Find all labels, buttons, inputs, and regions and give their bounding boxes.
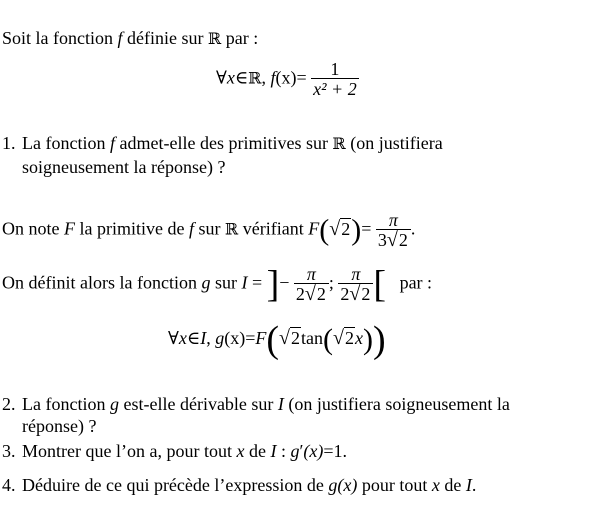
question-2 (2, 393, 510, 415)
sqrt-arg: 2 (341, 218, 351, 239)
question-text: (on justifiera (345, 133, 443, 153)
definition-f (216, 60, 359, 99)
bracket-close: [ (373, 263, 387, 306)
minus: − (279, 272, 290, 293)
question-text: admet-elle des primitives sur (115, 133, 333, 153)
symbol-I: I (465, 475, 472, 495)
fraction-numerator: π (351, 264, 361, 284)
note-text: vérifiant (238, 218, 309, 239)
def-text: On définit alors la fonction (2, 272, 202, 293)
intro-text: Soit la fonction (2, 28, 118, 48)
question-3 (2, 440, 347, 462)
equals: =1. (323, 441, 348, 461)
coef: 2 (295, 284, 305, 304)
fraction-denominator: 3√2 (376, 229, 411, 250)
symbol-reals: ℝ (224, 219, 239, 239)
definition-g (168, 318, 386, 361)
symbol-g: g (201, 272, 211, 293)
symbol-reals: ℝ (208, 29, 222, 48)
definition-g-intro (2, 265, 432, 304)
argument: (x) (337, 475, 358, 495)
question-text: pour tout (357, 475, 432, 495)
paren-open: ( (322, 322, 333, 356)
question-text: (on justifiera soigneusement la (283, 394, 510, 414)
in-symbol: ∈ (234, 67, 249, 88)
argument: (x)= (275, 67, 307, 88)
symbol-f: f (188, 218, 194, 239)
fraction-numerator: 1 (330, 59, 340, 79)
symbol-f: f (109, 133, 115, 153)
intro-text: par : (221, 28, 259, 48)
note-text: On note (2, 218, 64, 239)
symbol-F: F (255, 328, 267, 348)
symbol-reals: ℝ (248, 68, 262, 88)
fraction (294, 265, 329, 304)
forall-symbol: ∀ (168, 328, 179, 348)
equals: = (247, 272, 267, 293)
coef: 3 (377, 230, 387, 250)
intro-text: définie sur (122, 28, 208, 48)
question-text: : (276, 441, 291, 461)
paren-close: ) (372, 318, 386, 361)
sqrt-arg: 2 (398, 230, 408, 250)
semicolon: ; (328, 272, 334, 293)
sqrt-arg: 2 (344, 328, 354, 348)
question-number: 2. (2, 394, 16, 414)
question-text: de (244, 441, 271, 461)
fraction (376, 211, 411, 250)
symbol-f: f (117, 28, 123, 48)
sqrt: √2 (332, 327, 354, 349)
question-text: de (439, 475, 466, 495)
prime: ′ (299, 441, 304, 461)
fraction-denominator: 2√2 (338, 283, 373, 304)
question-1 (2, 132, 443, 155)
question-text: Déduire de ce qui précède l’expression de (22, 475, 329, 495)
sqrt-arg: 2 (316, 284, 326, 304)
symbol-reals: ℝ (332, 134, 346, 153)
paren-open: ( (266, 318, 279, 361)
period: . (471, 475, 477, 495)
fraction-numerator: π (306, 264, 316, 284)
note-text: sur (193, 218, 225, 239)
sqrt-arg: 2 (361, 284, 371, 304)
symbol-g: g (290, 441, 300, 461)
symbol-f: f (270, 67, 276, 88)
symbol-I: I (241, 272, 248, 293)
symbol-g: g (328, 475, 338, 495)
symbol-I: I (200, 328, 207, 348)
forall-symbol: ∀ (216, 67, 227, 88)
sqrt-arg: 2 (290, 328, 300, 348)
question-1-continued (22, 156, 225, 178)
fraction-denominator: 2√2 (294, 283, 329, 304)
var-x: x (431, 475, 440, 495)
equals: = (361, 218, 372, 239)
var-x: x (354, 328, 363, 348)
note-text: la primitive de (75, 218, 189, 239)
symbol-F: F (64, 218, 75, 239)
paren-close: ) (351, 213, 362, 247)
question-number: 4. (2, 475, 16, 495)
symbol-g: g (109, 394, 119, 414)
paren-open: ( (319, 213, 330, 247)
question-text: réponse) ? (22, 416, 97, 436)
note-primitive-F (2, 211, 415, 250)
coef: 2 (340, 284, 350, 304)
in-symbol: ∈ (186, 328, 201, 348)
var-x: x (236, 441, 245, 461)
symbol-I: I (277, 394, 284, 414)
fraction (338, 265, 373, 304)
question-text: La fonction (22, 394, 110, 414)
symbol-F: F (308, 218, 320, 239)
intro-line (2, 27, 258, 50)
def-text: sur (210, 272, 242, 293)
symbol-I: I (270, 441, 277, 461)
sqrt: √2 (279, 327, 300, 349)
argument: (x) (303, 441, 324, 461)
paren-close: ) (362, 322, 373, 356)
question-number: 1. (2, 133, 16, 153)
question-text: La fonction (22, 133, 110, 153)
fraction (311, 60, 359, 99)
def-text: par : (399, 272, 433, 293)
question-text: Montrer que l’on a, pour tout (22, 441, 237, 461)
var-x: x (226, 67, 235, 88)
tan-function: tan (300, 328, 323, 348)
var-x: x (178, 328, 187, 348)
question-number: 3. (2, 441, 16, 461)
question-text: est-elle dérivable sur (118, 394, 278, 414)
argument: (x)= (224, 328, 256, 348)
period: . (410, 218, 416, 239)
symbol-g: g (215, 328, 225, 348)
sqrt: √2 (329, 217, 351, 240)
comma: , (261, 67, 271, 88)
fraction-denominator: x² + 2 (313, 79, 357, 99)
question-text: soigneusement la réponse) ? (22, 157, 226, 177)
bracket-open: ] (266, 263, 280, 306)
fraction-numerator: π (388, 210, 398, 230)
comma: , (206, 328, 216, 348)
question-4 (2, 474, 476, 496)
question-2-continued (22, 415, 96, 437)
